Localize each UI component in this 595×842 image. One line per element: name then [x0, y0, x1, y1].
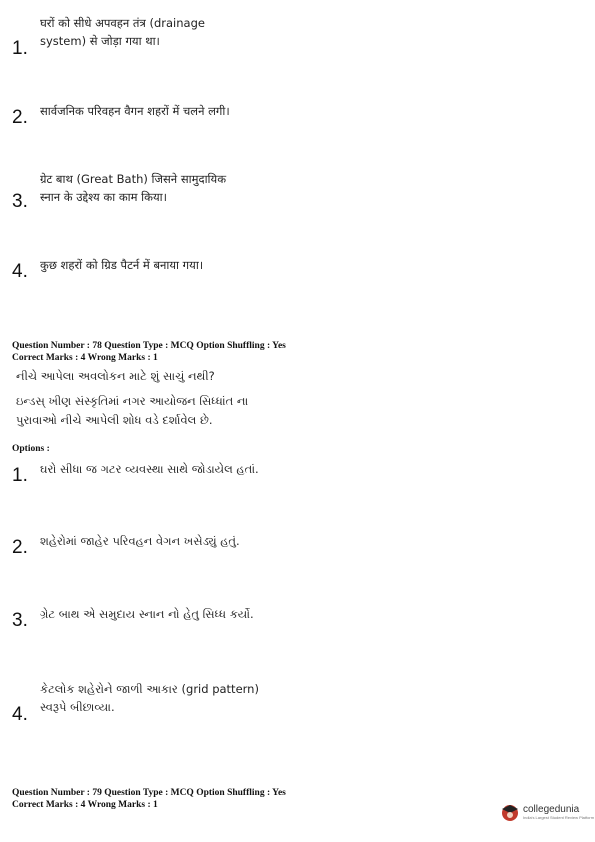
prev-option-1-text: घरों को सीधे अपवहन तंत्र (drainage system) से जोड़ा गया था। [40, 16, 205, 48]
q78-option-3-text: ગ્રેટ બાથ એ સમુદાય સ્નાન નો હેતુ સિધ્ધ કર્યો. [40, 607, 254, 621]
q78-option-2-text: શહેરોમાં જાહેર પરિવહન વેગન ખસેડ્યું હતું. [40, 534, 240, 548]
q78-option-2-number: 2. [12, 537, 28, 558]
prev-option-4-text: कुछ शहरों को ग्रिड पैटर्न में बनाया गया। [40, 258, 204, 272]
prev-option-4-number: 4. [12, 261, 28, 282]
q78-option-4-number: 4. [12, 704, 28, 725]
q78-options-label: Options : [12, 444, 50, 454]
logo-name: collegedunia [523, 804, 580, 815]
logo-tagline: India's Largest Student Review Platform [523, 815, 595, 820]
q78-option-4-text: કેટલોક શહેરોને જાળી આકાર (grid pattern) સ્વરૂપે બીછાવ્યા. [40, 682, 259, 714]
prev-option-2-text: सार्वजनिक परिवहन वैगन शहरों में चलने लगी। [40, 104, 230, 118]
q78-question-text: નીચે આપેલા અવલોકન માટે શું સાચું નથી? ઇન્ડસ્ ખીણ સંસ્કૃતિમાં નગર આયોજન સિધ્ધાંત ના પુરાવાઓ નીચે આપેલી શોધ વડે દર્શાવેલ છે. [16, 369, 249, 427]
q78-option-3-number: 3. [12, 610, 28, 631]
prev-option-3-number: 3. [12, 191, 28, 212]
prev-option-1-number: 1. [12, 38, 28, 59]
q78-option-1-text: ઘરો સીધા જ ગટર વ્યવસ્થા સાથે જોડાયેલ હતાં. [40, 462, 259, 476]
graduate-cap-icon [500, 802, 520, 822]
collegedunia-logo [500, 802, 594, 822]
prev-option-2-number: 2. [12, 107, 28, 128]
prev-option-3-text: ग्रेट बाथ (Great Bath) जिसने सामुदायिक स्नान के उद्देश्य का काम किया। [40, 172, 227, 204]
q78-option-1-number: 1. [12, 465, 28, 486]
q78-header: Question Number : 78 Question Type : MCQ Option Shuffling : Yes Correct Marks : 4 Wrong Marks : 1 [12, 341, 286, 363]
q79-header: Question Number : 79 Question Type : MCQ Option Shuffling : Yes Correct Marks : 4 Wrong Marks : 1 [12, 788, 286, 810]
